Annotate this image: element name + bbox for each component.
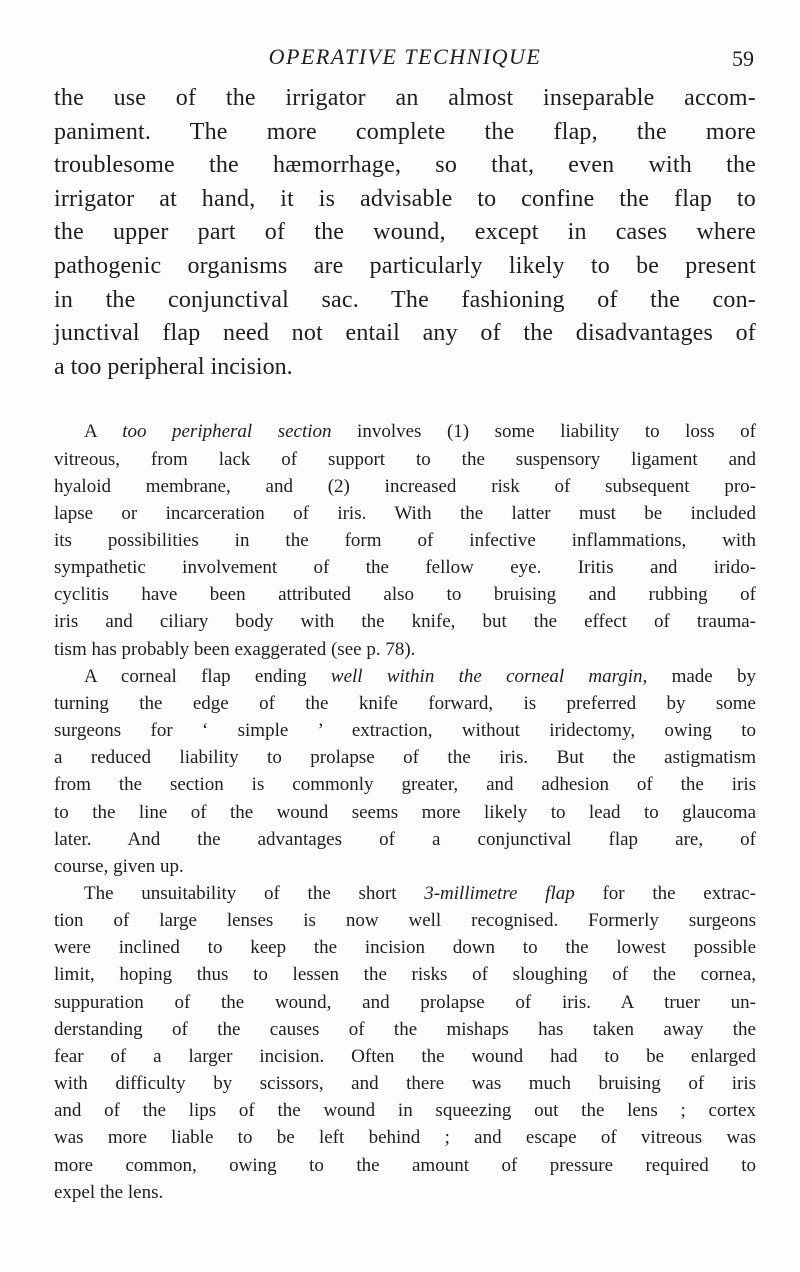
italic-term: too peripheral section (122, 421, 332, 443)
text-line: its possibilities in the form of infective inflammations, with (54, 529, 756, 551)
text-line: course, given up. (54, 855, 184, 877)
text-line: paniment. The more complete the flap, the more (54, 118, 756, 145)
text-line: with difficulty by scissors, and there was much bruising of iris (54, 1073, 756, 1095)
text-line: to the line of the wound seems more likely to lead to glaucoma (54, 801, 756, 823)
text-line: pathogenic organisms are particularly likely to be present (54, 252, 756, 279)
book-page (54, 42, 756, 1206)
text-line: fear of a larger incision. Often the wound had to be enlarged (54, 1045, 756, 1067)
paragraph-peripheral-section (54, 418, 756, 662)
text-line: limit, hoping thus to lessen the risks of sloughing of the cornea, (54, 964, 756, 986)
text-line: suppuration of the wound, and prolapse of iris. A truer un- (54, 991, 756, 1013)
text-line: irrigator at hand, it is advisable to confine the flap to (54, 185, 756, 212)
text-line: lapse or incarceration of iris. With the latter must be included (54, 502, 756, 524)
text-line: troublesome the hæmorrhage, so that, even with the (54, 152, 756, 179)
lead-text: The unsuitability of the short (84, 883, 397, 904)
paragraph-millimetre-flap (54, 880, 756, 1206)
text-line: surgeons for ‘ simple ’ extraction, without iridectomy, owing to (54, 720, 756, 742)
paragraph-corneal-flap (54, 663, 756, 880)
text-line: junctival flap need not entail any of the disadvantages of (54, 320, 756, 347)
text-line: tism has probably been exaggerated (see p. 78). (54, 638, 416, 660)
text-line: iris and ciliary body with the knife, but the effect of trauma- (54, 611, 756, 633)
text-line: cyclitis have been attributed also to bruising and rubbing of (54, 584, 756, 606)
text-line (54, 880, 756, 907)
italic-term: 3-millimetre flap (424, 883, 575, 904)
text-line: derstanding of the causes of the mishaps has taken away the (54, 1018, 756, 1040)
text-line: a reduced liability to prolapse of the iris. But the astigmatism (54, 747, 756, 769)
text-line (54, 418, 756, 445)
text-line: later. And the advantages of a conjunctival flap are, of (54, 828, 756, 850)
text-line: more common, owing to the amount of pressure required to (54, 1154, 756, 1176)
text-line: vitreous, from lack of support to the suspensory ligament and (54, 448, 756, 470)
text-line (54, 663, 756, 690)
lead-text: A (84, 421, 97, 443)
text-line: sympathetic involvement of the fellow eye. Iritis and irido- (54, 557, 756, 579)
text-line: a too peripheral incision. (54, 353, 293, 380)
text-line: were inclined to keep the incision down to the lowest possible (54, 937, 756, 959)
text-line: tion of large lenses is now well recognised. Formerly surgeons (54, 910, 756, 932)
text-line: was more liable to be left behind ; and escape of vitreous was (54, 1127, 756, 1149)
italic-term: well within the corneal margin, (330, 665, 648, 687)
text-line: and of the lips of the wound in squeezing out the lens ; cortex (54, 1100, 756, 1122)
text-line: from the section is commonly greater, and adhesion of the iris (54, 774, 756, 796)
text-line: the use of the irrigator an almost inseparable accom- (54, 85, 756, 111)
running-title: OPERATIVE TECHNIQUE (268, 44, 542, 69)
paragraph-irrigator (54, 82, 756, 384)
text-line: in the conjunctival sac. The fashioning of the con- (54, 286, 756, 313)
page-header (54, 42, 756, 82)
page-number: 59 (732, 46, 754, 71)
text-line: hyaloid membrane, and (2) increased risk of subsequent pro- (54, 475, 756, 497)
text-line: turning the edge of the knife forward, is preferred by some (54, 692, 756, 714)
text-line: expel the lens. (54, 1181, 164, 1203)
text-line: the upper part of the wound, except in cases where (54, 219, 756, 246)
line-continuation: made by (671, 665, 756, 687)
line-continuation: involves (1) some liability to loss of (357, 421, 757, 443)
line-continuation: for the extrac- (602, 883, 757, 904)
lead-text: A corneal flap ending (84, 665, 307, 687)
